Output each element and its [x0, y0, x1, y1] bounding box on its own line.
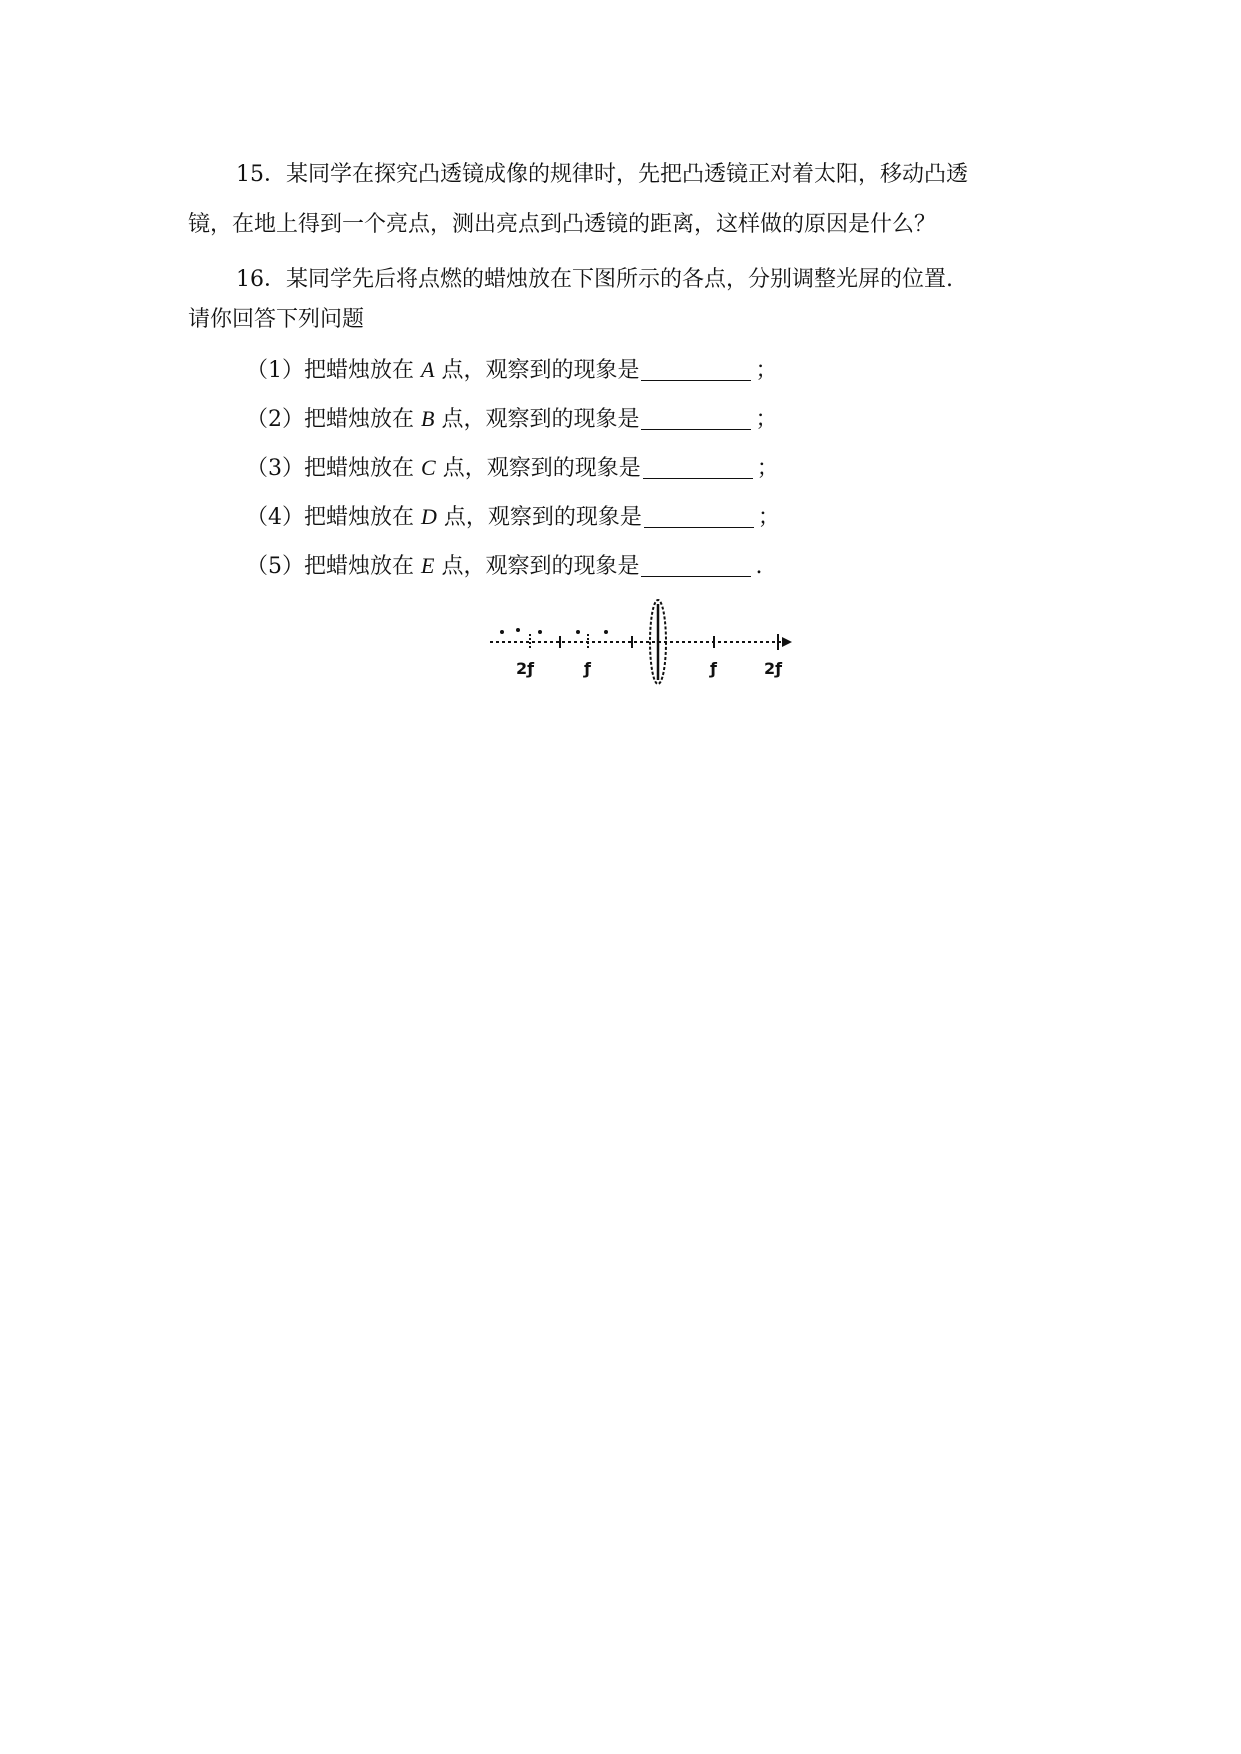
answer-blank[interactable] — [644, 505, 754, 528]
label-2f-left: 2ƒ — [516, 659, 535, 678]
point-label: C — [421, 455, 436, 480]
point-label: D — [421, 504, 437, 529]
q16-item-4: （4）把蜡烛放在 D 点，观察到的现象是 ； — [246, 504, 780, 530]
label-f-right: ƒ — [710, 659, 717, 678]
q16-item-2: （2）把蜡烛放在 B 点，观察到的现象是 ； — [246, 406, 778, 432]
q16-line-1: 16．某同学先后将点燃的蜡烛放在下图所示的各点，分别调整光屏的位置. — [236, 267, 953, 292]
q16-item-3: （3）把蜡烛放在 C 点，观察到的现象是 ； — [246, 455, 779, 481]
candle-marker — [516, 628, 520, 632]
candle-marker — [604, 630, 608, 634]
label-f-left: ƒ — [584, 659, 591, 678]
point-label: E — [421, 553, 435, 578]
q16-item-5: （5）把蜡烛放在 E 点，观察到的现象是 . — [246, 553, 763, 579]
answer-blank[interactable] — [643, 456, 753, 479]
label-2f-right: 2ƒ — [764, 659, 783, 678]
candle-marker — [500, 630, 504, 634]
q16-line-2: 请你回答下列问题 — [188, 307, 365, 332]
answer-blank[interactable] — [641, 407, 751, 430]
answer-blank[interactable] — [641, 358, 751, 381]
candle-marker — [576, 630, 580, 634]
q15-line-1: 15．某同学在探究凸透镜成像的规律时，先把凸透镜正对着太阳，移动凸透 — [236, 162, 968, 187]
point-label: A — [421, 357, 435, 382]
q16-item-1: （1）把蜡烛放在 A 点，观察到的现象是 ； — [246, 357, 778, 383]
axis-arrow-icon — [782, 637, 792, 647]
point-label: B — [421, 406, 435, 431]
q15-line-2: 镜，在地上得到一个亮点，测出亮点到凸透镜的距离，这样做的原因是什么？ — [188, 212, 937, 237]
candle-marker — [538, 630, 542, 634]
answer-blank[interactable] — [641, 554, 751, 577]
convex-lens-figure — [482, 596, 802, 696]
